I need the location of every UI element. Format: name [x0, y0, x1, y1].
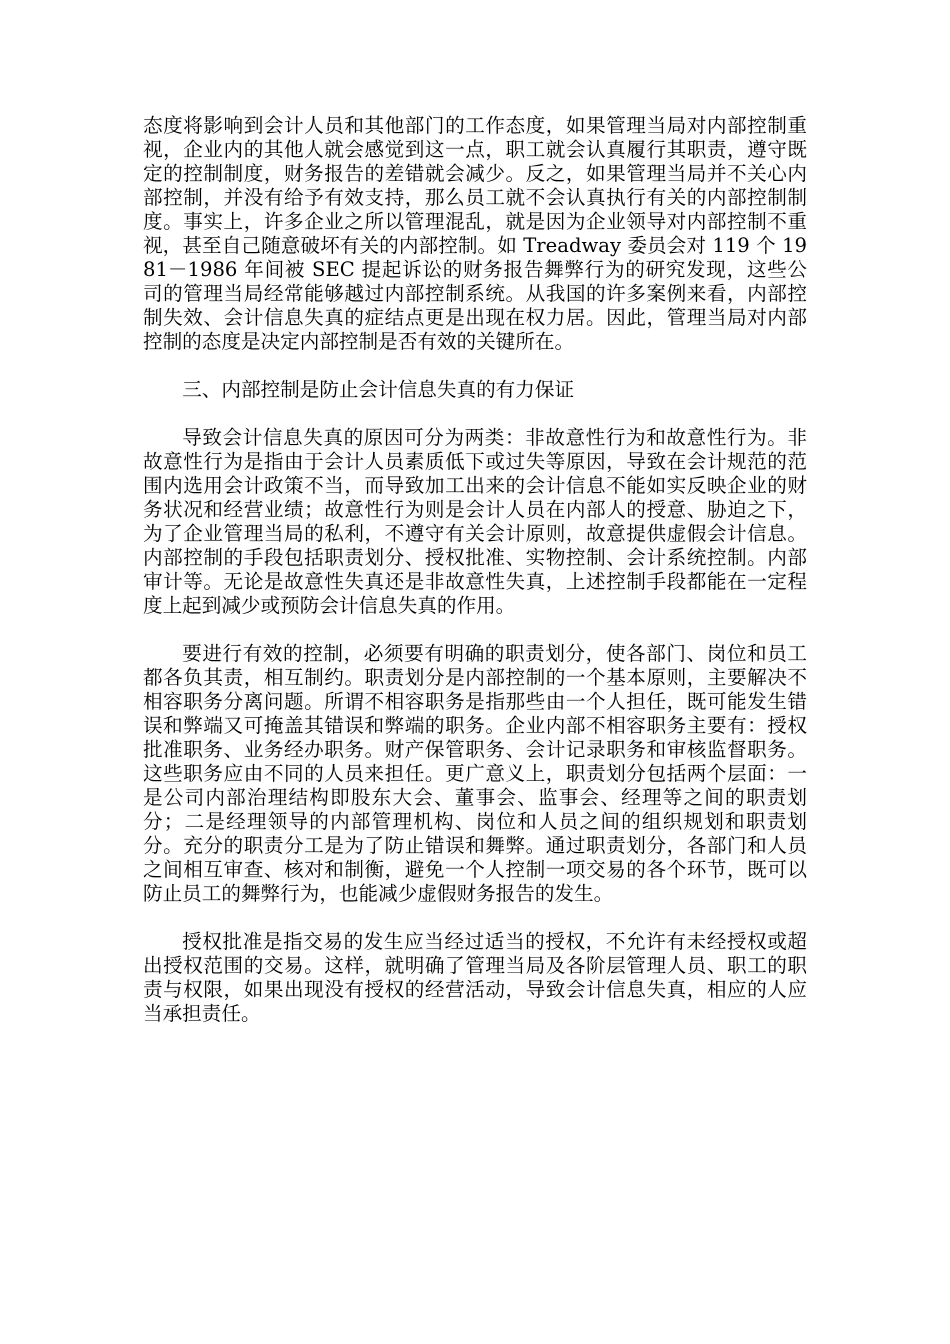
section-heading: 三、内部控制是防止会计信息失真的有力保证 [182, 378, 575, 401]
document-page [143, 114, 807, 1026]
paragraph-division-of-duties: 要进行有效的控制，必须要有明确的职责划分，使各部门、岗位和员工都各负其责，相互制约。职责划分是内部控制的一个基本原则，主要解决不相容职务分离问题。所谓不相容职务是指那些由一个人担任，既可能发生错误和弊端又可掩盖其错误和弊端的职务。企业内部不相容职务主要有：授权批准职务、业务经办职务。财产保管职务、会计记录职务和审核监督职务。这些职务应由不同的人员来担任。更广意义上，职责划分包括两个层面：一是公司内部治理结构即股东大会、董事会、监事会、经理等之间的职责划分；二是经理领导的内部管理机构、岗位和人员之间的组织规划和职责划分。充分的职责分工是为了防止错误和舞弊。通过职责划分，各部门和人员之间相互审查、核对和制衡，避免一个人控制一项交易的各个环节，既可以防止员工的舞弊行为，也能减少虚假财务报告的发生。 [143, 642, 807, 905]
paragraph-authorization: 授权批准是指交易的发生应当经过适当的授权，不允许有未经授权或超出授权范围的交易。这样，就明确了管理当局及各阶层管理人员、职工的职责与权限，如果出现没有授权的经营活动，导致会计信息失真，相应的人应当承担责任。 [143, 930, 807, 1025]
paragraph-management-attitude: 态度将影响到会计人员和其他部门的工作态度，如果管理当局对内部控制重视，企业内的其他人就会感觉到这一点，职工就会认真履行其职责，遵守既定的控制制度，财务报告的差错就会减少。反之，如果管理当局并不关心内部控制，并没有给予有效支持，那么员工就不会认真执行有关的内部控制制度。事实上，许多企业之所以管理混乱，就是因为企业领导对内部控制不重视，甚至自己随意破坏有关的内部控制。如 Treadway 委员会对 119 个 1981－1986 年间被 SEC 提起诉讼的财务报告舞弊行为的研究发现，这些公司的管理当局经常能够越过内部控制系统。从我国的许多案例来看，内部控制失效、会计信息失真的症结点更是出现在权力居。因此，管理当局对内部控制的态度是决定内部控制是否有效的关键所在。 [143, 114, 807, 353]
paragraph-causes-of-distortion: 导致会计信息失真的原因可分为两类：非故意性行为和故意性行为。非故意性行为是指由于会计人员素质低下或过失等原因，导致在会计规范的范围内选用会计政策不当，而导致加工出来的会计信息不能如实反映企业的财务状况和经营业绩；故意性行为则是会计人员在内部人的授意、胁迫之下，为了企业管理当局的私利，不遵守有关会计原则，故意提供虚假会计信息。内部控制的手段包括职责划分、授权批准、实物控制、会计系统控制。内部审计等。无论是故意性失真还是非故意性失真，上述控制手段都能在一定程度上起到减少或预防会计信息失真的作用。 [143, 426, 807, 617]
